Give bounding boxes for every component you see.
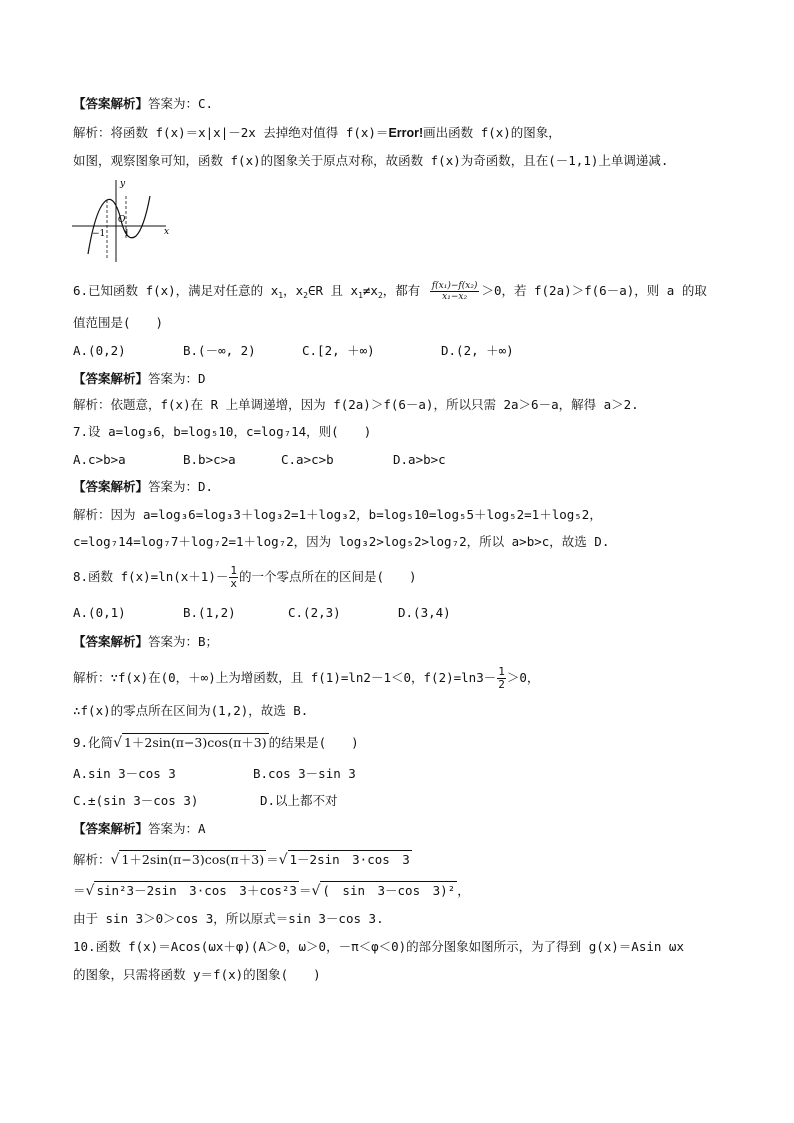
subscript: 1	[358, 291, 363, 300]
answer-tag: 【答案解析】	[73, 96, 149, 111]
fraction-numerator: 1	[230, 564, 237, 577]
answer-text: 答案为：A	[148, 821, 206, 836]
q7-stem: 7.设 a=log₃6，b=log₅10，c=log₇14，则( )	[73, 424, 372, 439]
answer-tag: 【答案解析】	[73, 634, 149, 649]
q9-text: 9.化简	[73, 735, 114, 750]
q7-solution-line1: 解析：因为 a=log₃6=log₃3＋log₃2=1＋log₃2，b=log₅10=log₅5＋log₅2=1＋log₅2，	[73, 507, 602, 522]
q8-option-a: A.(0,1)	[73, 605, 126, 620]
q5-answer-line	[73, 95, 213, 113]
q9-stem	[73, 733, 359, 752]
error-text: Error!	[388, 126, 424, 140]
radical-sign: √	[110, 852, 120, 868]
function-curve	[88, 196, 150, 254]
q8-option-d: D.(3,4)	[398, 605, 451, 620]
q6-text: ，x	[283, 283, 304, 298]
q8-answer-line	[73, 633, 218, 651]
q9-sol-text: ＝	[73, 883, 86, 898]
q6-option-c: C.[2, ＋∞)	[302, 343, 375, 358]
fraction-denominator: x₁−x₂	[442, 292, 468, 302]
q5-sol-text: 解析：将函数 f(x)＝x|x|－2x 去掉绝对值得 f(x)＝	[73, 125, 389, 140]
q7-option-c: C.a>c>b	[281, 452, 334, 467]
q9-option-c: C.±(sin 3－cos 3)	[73, 793, 199, 808]
q8-option-b: B.(1,2)	[183, 605, 236, 620]
q9-radicand: ( sin 3－cos 3)²	[322, 883, 456, 898]
q9-sol-text: 解析：	[73, 852, 111, 867]
q6-text: ＞0，若 f(2a)＞f(6－a)，则 a 的取	[481, 283, 707, 298]
q10-stem-line2: 的图象，只需将函数 y＝f(x)的图象( )	[73, 967, 321, 982]
fraction-denominator: x	[230, 577, 237, 590]
q5-sol-text2: 画出函数 f(x)的图象，	[423, 125, 561, 140]
answer-text: 答案为：D.	[148, 479, 214, 494]
q6-option-d: D.(2, ＋∞)	[441, 343, 514, 358]
q6-text: ∈R 且 x	[307, 283, 359, 298]
answer-tag: 【答案解析】	[73, 821, 149, 836]
q6-text: ，都有	[382, 283, 421, 298]
q8-sol-text: 解析：∵f(x)在(0，＋∞)上为增函数，且 f(1)=ln2－1＜0，f(2)=ln3－	[73, 670, 497, 685]
q9-option-b: B.cos 3－sin 3	[253, 766, 356, 781]
q9-solution-line3: 由于 sin 3＞0＞cos 3，所以原式＝sin 3－cos 3.	[73, 911, 384, 926]
q6-solution: 解析：依题意，f(x)在 R 上单调递增，因为 f(2a)＞f(6－a)，所以只需 2a＞6－a，解得 a＞2.	[73, 397, 639, 412]
fraction-numerator: 1	[498, 665, 505, 678]
q8-text: 的一个零点所在的区间是( )	[238, 569, 417, 584]
q8-text: 8.函数 f(x)=ln(x＋1)－	[73, 569, 229, 584]
q6-stem-line2: 值范围是( )	[73, 315, 164, 330]
origin-label: O	[118, 215, 126, 225]
subscript: 2	[303, 291, 308, 300]
radical-sign: √	[311, 883, 321, 899]
answer-text: 答案为：D	[148, 371, 206, 386]
radical-sign: √	[278, 852, 288, 868]
q9-sol-text: ＝	[266, 852, 279, 867]
q5-solution-line2: 如图，观察图象可知，函数 f(x)的图象关于原点对称，故函数 f(x)为奇函数，且在(－1,1)上单调递减.	[73, 153, 669, 168]
q10-stem-line1: 10.函数 f(x)＝Acos(ωx＋φ)(A＞0，ω＞0，－π＜φ＜0)的部分图象如图所示，为了得到 g(x)＝Asin ωx	[73, 939, 684, 954]
q6-answer-line	[73, 370, 206, 388]
q7-solution-line2: c=log₇14=log₇7＋log₇2=1＋log₇2，因为 log₃2>log₅2>log₇2，所以 a>b>c，故选 D.	[73, 534, 610, 549]
radical-sign: √	[85, 883, 95, 899]
x-label: x	[164, 227, 170, 237]
q9-option-d: D.以上都不对	[260, 793, 338, 808]
q6-text: 6.已知函数 f(x)，满足对任意的 x	[73, 283, 279, 298]
q9-answer-line	[73, 820, 206, 838]
q9-sol-text: ，	[457, 883, 470, 898]
q5-graph	[70, 176, 180, 264]
q8-solution-line2: ∴f(x)的零点所在区间为(1,2)，故选 B.	[73, 703, 309, 718]
q9-radicand: sin²3－2sin 3·cos 3＋cos²3	[96, 883, 297, 898]
q8-option-c: C.(2,3)	[288, 605, 341, 620]
fraction-denominator: 2	[498, 678, 505, 691]
q9-radicand: 1－2sin 3·cos 3	[289, 852, 410, 867]
answer-text: 答案为：C.	[148, 96, 214, 111]
q9-option-a: A.sin 3－cos 3	[73, 766, 176, 781]
answer-tag: 【答案解析】	[73, 479, 149, 494]
subscript: 2	[377, 291, 383, 300]
q5-solution-line1	[73, 124, 561, 142]
q8-sol-fraction	[497, 666, 506, 691]
q9-text: 的结果是( )	[268, 735, 359, 750]
y-label: y	[120, 179, 126, 189]
radical-sign: √	[113, 735, 122, 751]
q7-option-d: D.a>b>c	[393, 452, 446, 467]
q9-solution-line2	[73, 881, 470, 900]
answer-tag: 【答案解析】	[73, 371, 149, 386]
q7-answer-line	[73, 478, 213, 496]
q9-radicand: 1＋2sin(π−3)cos(π＋3)	[123, 735, 267, 750]
pos-one-label: 1	[124, 229, 130, 239]
q8-sol-text: ＞0，	[506, 670, 540, 685]
q9-radicand: 1＋2sin(π−3)cos(π＋3)	[121, 852, 265, 867]
q7-option-a: A.c>b>a	[73, 452, 126, 467]
subscript: 1	[278, 291, 284, 300]
q8-stem	[73, 565, 417, 590]
q6-text: ≠x	[362, 283, 378, 298]
fraction-numerator: f(x₁)−f(x₂)	[431, 281, 478, 291]
q9-sol-text: ＝	[298, 883, 312, 898]
q7-option-b: B.b>c>a	[183, 452, 236, 467]
q6-fraction	[430, 281, 480, 302]
q8-fraction	[229, 565, 238, 590]
answer-text: 答案为：B；	[148, 634, 219, 649]
q9-solution-line1	[73, 850, 412, 869]
q6-stem-line1	[73, 281, 707, 305]
q6-option-a: A.(0,2)	[73, 343, 126, 358]
neg-one-label: −1	[92, 229, 106, 239]
q8-solution-line1	[73, 666, 539, 691]
q6-option-b: B.(－∞, 2)	[183, 343, 256, 358]
